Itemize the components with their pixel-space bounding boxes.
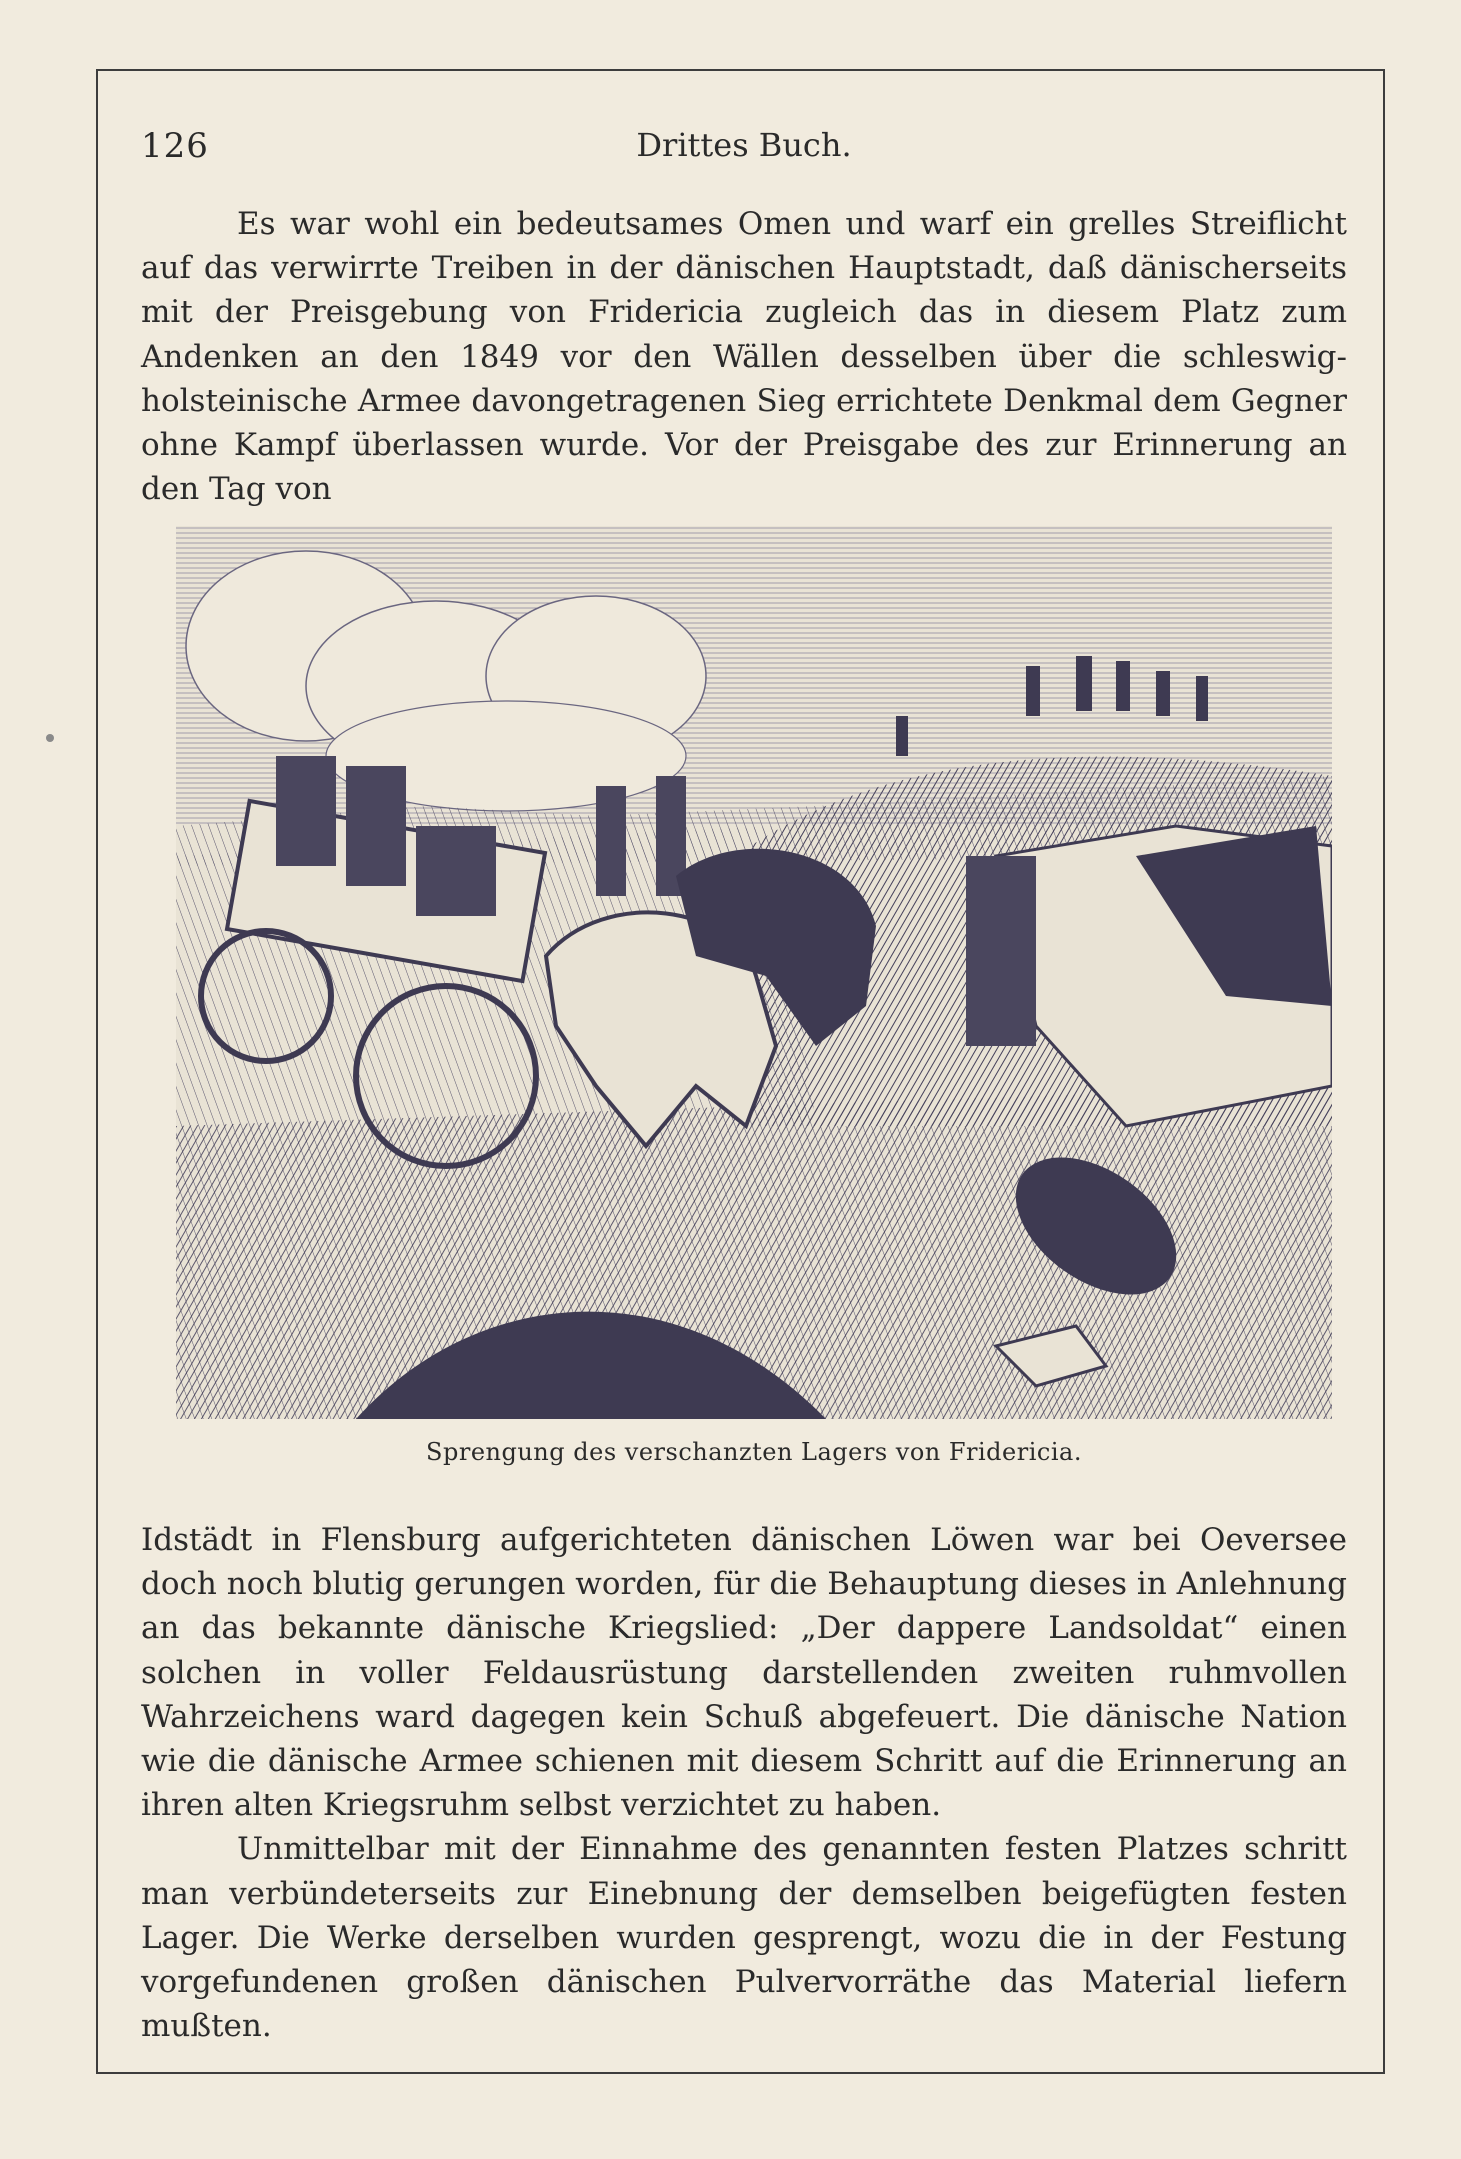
running-head: Drittes Buch. bbox=[636, 126, 852, 164]
figure-caption: Sprengung des verschanzten Lagers von Fridericia. bbox=[426, 1438, 1082, 1466]
bottom-text-block bbox=[141, 1518, 1347, 2048]
page-number: 126 bbox=[141, 126, 209, 166]
engraving-illustration bbox=[176, 526, 1332, 1419]
top-text-block bbox=[141, 202, 1347, 511]
page-header bbox=[141, 126, 1347, 176]
engraving-image bbox=[176, 526, 1332, 1419]
paragraph: Idstädt in Flensburg aufgerichteten dänischen Löwen war bei Oeversee doch noch blutig gerungen worden, für die Behauptung dieses in Anlehnung an das bekannte dänische Kriegslied: „Der dappere Landsoldat“ einen solchen in voller Feldausrüstung darstellenden zweiten ruhmvollen Wahrzeichens ward dagegen kein Schuß abgefeuert. Die dänische Nation wie die dänische Armee schienen mit diesem Schritt auf die Erinnerung an ihren alten Kriegsruhm selbst verzichtet zu haben. bbox=[141, 1522, 1347, 1824]
paragraph: Es war wohl ein bedeutsames Omen und warf ein grelles Streiflicht auf das verwirrte Treiben in der dänischen Hauptstadt, daß dänischerseits mit der Preisgebung von Fridericia zugleich das in diesem Platz zum Andenken an den 1849 vor den Wällen desselben über die schleswig-holsteinische Armee davongetragenen Sieg errichtete Denkmal dem Gegner ohne Kampf überlassen wurde. Vor der Preisgabe des zur Erinnerung an den Tag von bbox=[141, 206, 1347, 508]
margin-speck bbox=[46, 734, 54, 742]
paragraph: Unmittelbar mit der Einnahme des genannten festen Platzes schritt man verbündeterseits zur Einebnung der demselben beigefügten festen Lager. Die Werke derselben wurden gesprengt, wozu die in der Festung vorgefundenen großen dänischen Pulvervorräthe das Material liefern mußten. bbox=[141, 1831, 1347, 2045]
